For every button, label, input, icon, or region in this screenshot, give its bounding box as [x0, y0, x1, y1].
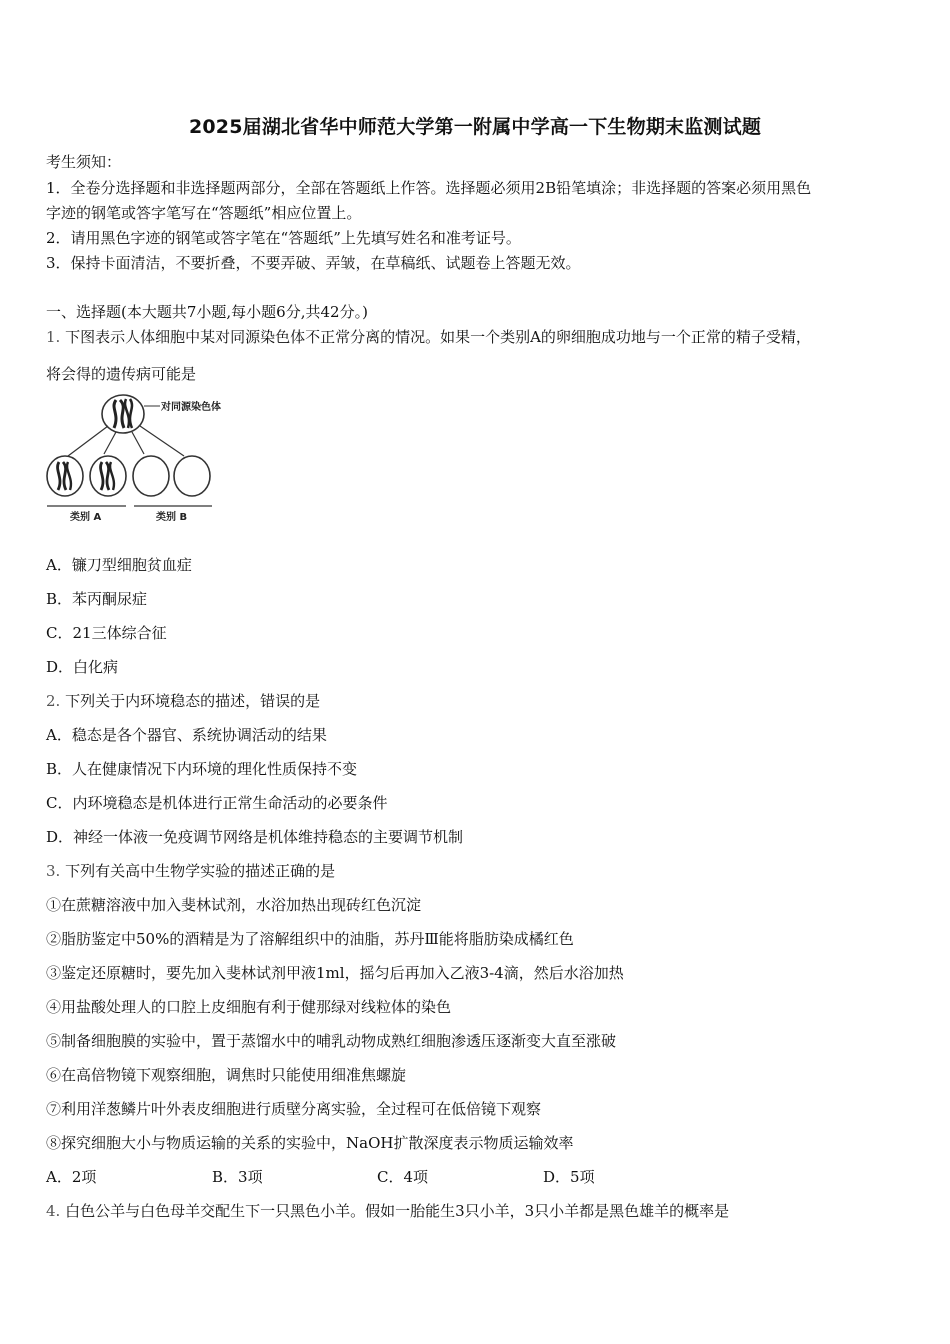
notice-item-2: 2．请用黑色字迹的钢笔或答字笔在“答题纸”上先填写姓名和准考证号。 — [46, 229, 521, 247]
daughter-cell-b1 — [133, 456, 169, 496]
notice-item-3: 3．保持卡面清洁，不要折叠，不要弄破、弄皱，在草稿纸、试题卷上答题无效。 — [46, 254, 581, 272]
question-text: 下列有关高中生物学实验的描述正确的是 — [65, 862, 336, 880]
q3-option-d: D．5项 — [543, 1168, 595, 1186]
figure-label-pair: 对同源染色体 — [161, 402, 221, 413]
chromosome-diagram — [44, 390, 244, 522]
q2-option-d: D．神经一体液一免疫调节网络是机体维持稳态的主要调节机制 — [46, 828, 464, 846]
q3-option-b: B．3项 — [212, 1168, 263, 1186]
question-number: 2. — [46, 692, 61, 710]
q2-option-a: A．稳态是各个器官、系统协调活动的结果 — [46, 726, 327, 744]
figure-label-b: 类别 B — [156, 512, 188, 522]
q1-option-a: A．镰刀型细胞贫血症 — [46, 556, 192, 574]
question-text: 白色公羊与白色母羊交配生下一只黑色小羊。假如一胎能生3只小羊，3只小羊都是黑色雄羊的概率是 — [65, 1202, 730, 1220]
notice-item-1: 1．全卷分选择题和非选择题两部分，全部在答题纸上作答。选择题必须用2B铅笔填涂；非选择题的答案必须用黑色 — [46, 179, 812, 197]
q3-statement-1: ①在蔗糖溶液中加入斐林试剂，水浴加热出现砖红色沉淀 — [46, 896, 422, 914]
q1-option-d: D．白化病 — [46, 658, 119, 676]
question-number: 3. — [46, 862, 61, 880]
question-4 — [46, 1201, 916, 1221]
notice-heading: 考生须知： — [46, 153, 122, 171]
q3-statement-2: ②脂肪鉴定中50%的酒精是为了溶解组织中的油脂，苏丹Ⅲ能将脂肪染成橘红色 — [46, 930, 574, 948]
question-text: 下图表示人体细胞中某对同源染色体不正常分离的情况。如果一个类别A的卵细胞成功地与一个正常的精子受精， — [65, 328, 811, 346]
q1-option-b: B．苯丙酮尿症 — [46, 590, 148, 608]
q3-option-a: A．2项 — [46, 1168, 97, 1186]
q3-option-c: C．4项 — [377, 1168, 429, 1186]
question-number: 1. — [46, 328, 61, 346]
question-1 — [46, 327, 916, 347]
q3-statement-3: ③鉴定还原糖时，要先加入斐林试剂甲液1ml，摇匀后再加入乙液3-4滴，然后水浴加热 — [46, 964, 624, 982]
q3-statement-8: ⑧探究细胞大小与物质运输的关系的实验中，NaOH扩散深度表示物质运输效率 — [46, 1134, 574, 1152]
q3-statement-7: ⑦利用洋葱鳞片叶外表皮细胞进行质壁分离实验，全过程可在低倍镜下观察 — [46, 1100, 542, 1118]
page-title: 2025届湖北省华中师范大学第一附属中学高一下生物期末监测试题 — [188, 116, 762, 138]
q3-statement-4: ④用盐酸处理人的口腔上皮细胞有利于健那绿对线粒体的染色 — [46, 998, 452, 1016]
question-2 — [46, 691, 916, 711]
q3-statement-6: ⑥在高倍物镜下观察细胞，调焦时只能使用细准焦螺旋 — [46, 1066, 407, 1084]
daughter-cell-b2 — [174, 456, 210, 496]
notice-item-1-cont: 字迹的钢笔或答字笔写在“答题纸”相应位置上。 — [46, 204, 362, 222]
parent-cell — [102, 395, 160, 433]
chromosome-figure — [44, 390, 244, 522]
q3-statement-5: ⑤制备细胞膜的实验中，置于蒸馏水中的哺乳动物成熟红细胞渗透压逐渐变大直至涨破 — [46, 1032, 617, 1050]
question-3 — [46, 861, 916, 881]
q2-option-c: C．内环境稳态是机体进行正常生命活动的必要条件 — [46, 794, 388, 812]
question-number: 4. — [46, 1202, 61, 1220]
question-text: 下列关于内环境稳态的描述，错误的是 — [65, 692, 321, 710]
question-1-cont: 将会得的遗传病可能是 — [46, 365, 197, 383]
figure-label-a: 类别 A — [70, 512, 102, 522]
daughter-cell-a1 — [47, 456, 83, 496]
section-heading: 一、选择题(本大题共7小题,每小题6分,共42分。) — [46, 303, 368, 321]
daughter-cell-a2 — [90, 456, 126, 496]
q1-option-c: C．21三体综合征 — [46, 624, 167, 642]
q2-option-b: B．人在健康情况下内环境的理化性质保持不变 — [46, 760, 358, 778]
